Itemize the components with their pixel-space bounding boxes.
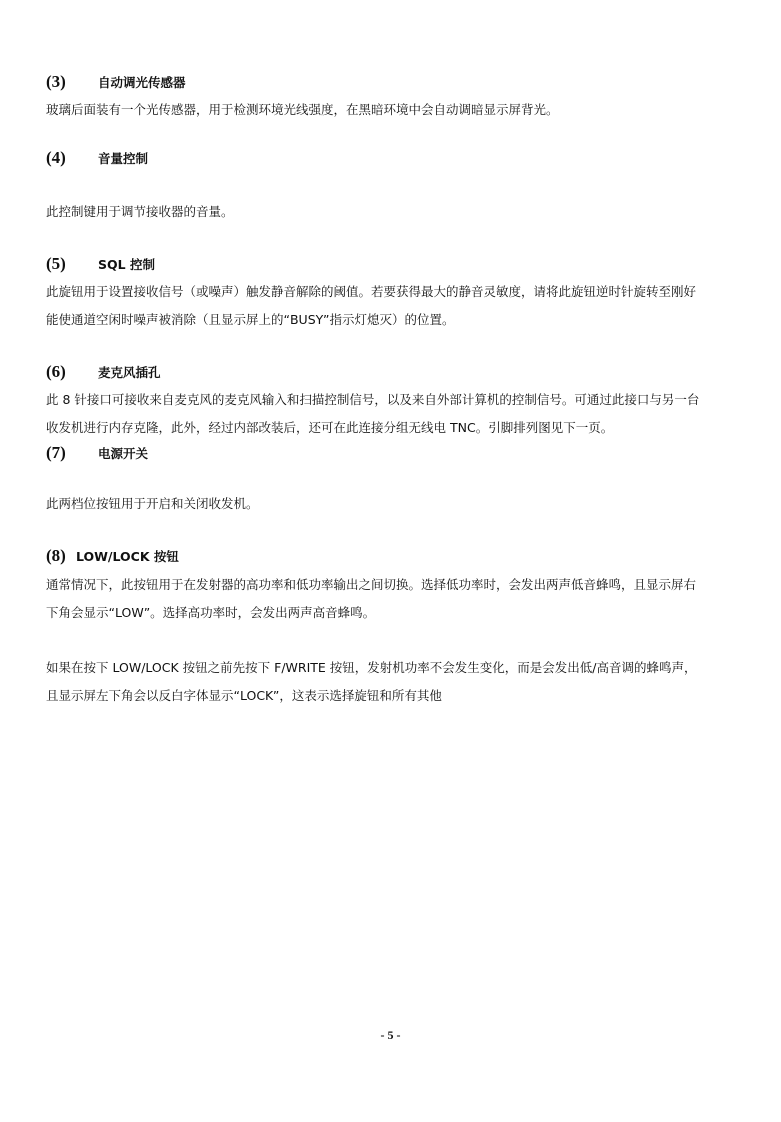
body-line: 通常情况下，此按钮用于在发射器的高功率和低功率输出之间切换。选择低功率时，会发出两声低音蜂鸣，且显示屏右 [46,577,697,592]
body-line: 此 8 针接口可接收来自麦克风的麦克风输入和扫描控制信号，以及来自外部计算机的控制信号。可通过此接口与另一台 [46,392,700,407]
section-number: (8) [46,546,66,565]
section-title: 电源开关 [98,446,149,461]
section-title: SQL 控制 [98,257,155,272]
section-body-3 [46,96,741,124]
section-number: (5) [46,254,66,273]
section-heading-4 [46,148,148,170]
body-line: 如果在按下 LOW/LOCK 按钮之前先按下 F/WRITE 按钮，发射机功率不会发生变化，而是会发出低/高音调的蜂鸣声， [46,660,697,675]
section-number: (6) [46,362,66,381]
section-body-8 [46,571,741,627]
section-heading-3 [46,72,186,94]
page-number: - 5 - [380,1028,401,1042]
section-number: (3) [46,72,66,91]
section-heading-5 [46,254,155,276]
section-body-5 [46,278,741,334]
section-body-8-continued [46,654,741,710]
body-line: 此控制键用于调节接收器的音量。 [46,204,234,219]
section-heading-6 [46,362,161,384]
section-number: (7) [46,443,66,462]
section-number: (4) [46,148,66,167]
section-title: 音量控制 [98,151,149,166]
section-body-4 [46,198,741,226]
section-heading-7 [46,443,148,465]
body-line: 收发机进行内存克隆，此外，经过内部改装后，还可在此连接分组无线电 TNC。引脚排列图见下一页。 [46,420,614,435]
section-title: 自动调光传感器 [98,75,186,90]
body-line: 下角会显示“LOW”。选择高功率时，会发出两声高音蜂鸣。 [46,605,376,620]
body-line: 此旋钮用于设置接收信号（或噪声）触发静音解除的阈值。若要获得最大的静音灵敏度，请将此旋钮逆时针旋转至刚好 [46,284,697,299]
section-body-7 [46,490,741,518]
body-line: 玻璃后面装有一个光传感器，用于检测环境光线强度，在黑暗环境中会自动调暗显示屏背光。 [46,102,559,117]
body-line: 此两档位按钮用于开启和关闭收发机。 [46,496,259,511]
body-line: 且显示屏左下角会以反白字体显示“LOCK”，这表示选择旋钮和所有其他 [46,688,442,703]
body-line: 能使通道空闲时噪声被消除（且显示屏上的“BUSY”指示灯熄灭）的位置。 [46,312,455,327]
section-body-6 [46,386,741,442]
section-title: LOW/LOCK 按钮 [76,549,179,564]
section-title: 麦克风插孔 [98,365,161,380]
section-heading-8 [46,546,179,568]
